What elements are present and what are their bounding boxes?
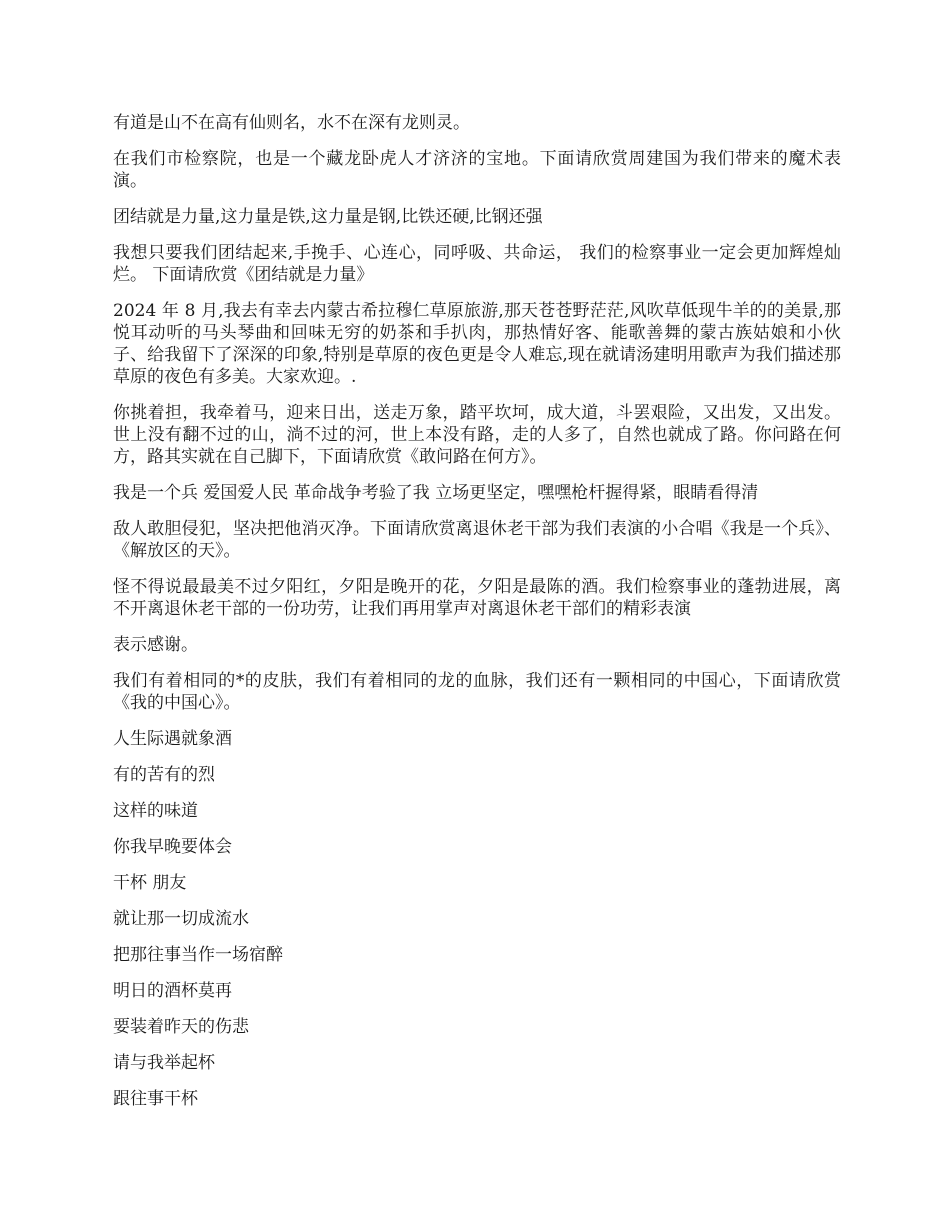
paragraph-unity-intro: 我想只要我们团结起来,手挽手、心连心，同呼吸、共命运， 我们的检察事业一定会更加辉煌灿烂。 下面请欣赏《团结就是力量》	[113, 243, 841, 285]
lyric-line: 你我早晚要体会	[113, 837, 232, 857]
paragraph-chinese-heart: 我们有着相同的*的皮肤，我们有着相同的龙的血脉，我们还有一颗相同的中国心，下面请欣赏《我的中国心》。	[113, 671, 841, 713]
lyric-line: 请与我举起杯	[113, 1053, 215, 1073]
paragraph-proverb: 有道是山不在高有仙则名，水不在深有龙则灵。	[113, 113, 470, 133]
paragraph-soldier-lyrics: 我是一个兵 爱国爱人民 革命战争考验了我 立场更坚定，嘿嘿枪杆握得紧，眼睛看得清	[113, 483, 759, 503]
lyric-line: 人生际遇就象酒	[113, 729, 232, 749]
lyric-line: 这样的味道	[113, 801, 198, 821]
lyric-line: 有的苦有的烈	[113, 765, 215, 785]
paragraph-unity-lyrics: 团结就是力量,这力量是铁,这力量是钢,比铁还硬,比钢还强	[113, 207, 543, 227]
paragraph-magic-show: 在我们市检察院，也是一个藏龙卧虎人才济济的宝地。下面请欣赏周建国为我们带来的魔术表演。	[113, 149, 841, 191]
lyric-line: 把那往事当作一场宿醉	[113, 945, 283, 965]
lyric-line: 跟往事干杯	[113, 1089, 198, 1109]
paragraph-grassland: 2024 年 8 月,我去有幸去内蒙古希拉穆仁草原旅游,那天苍苍野茫茫,风吹草低现牛羊的的美景,那悦耳动听的马头琴曲和回味无穷的奶茶和手扒肉，那热情好客、能歌善舞的蒙古族姑娘和小伙子、给我留下了深深的印象,特别是草原的夜色更是令人难忘,现在就请汤建明用歌声为我们描述那草原的夜色有多美。大家欢迎。.	[113, 301, 841, 387]
paragraph-sunset: 怪不得说最最美不过夕阳红，夕阳是晚开的花，夕阳是最陈的酒。我们检察事业的蓬勃进展，离不开离退休老干部的一份功劳，让我们再用掌声对离退休老干部们的精彩表演	[113, 577, 841, 619]
paragraph-thanks: 表示感谢。	[113, 635, 198, 655]
lyric-line: 就让那一切成流水	[113, 909, 249, 929]
paragraph-road: 你挑着担，我牵着马，迎来日出，送走万象，踏平坎坷，成大道，斗罢艰险，又出发，又出发。世上没有翻不过的山，淌不过的河，世上本没有路，走的人多了，自然也就成了路。你问路在何方，路其实就在自己脚下，下面请欣赏《敢问路在何方》。	[113, 403, 841, 467]
paragraph-soldier-intro: 敌人敢胆侵犯，坚决把他消灭净。下面请欣赏离退休老干部为我们表演的小合唱《我是一个兵》、《解放区的天》。	[113, 519, 841, 561]
document-page	[113, 112, 841, 1124]
lyric-line: 干杯 朋友	[113, 873, 187, 893]
lyric-line: 要装着昨天的伤悲	[113, 1017, 249, 1037]
lyric-line: 明日的酒杯莫再	[113, 981, 232, 1001]
